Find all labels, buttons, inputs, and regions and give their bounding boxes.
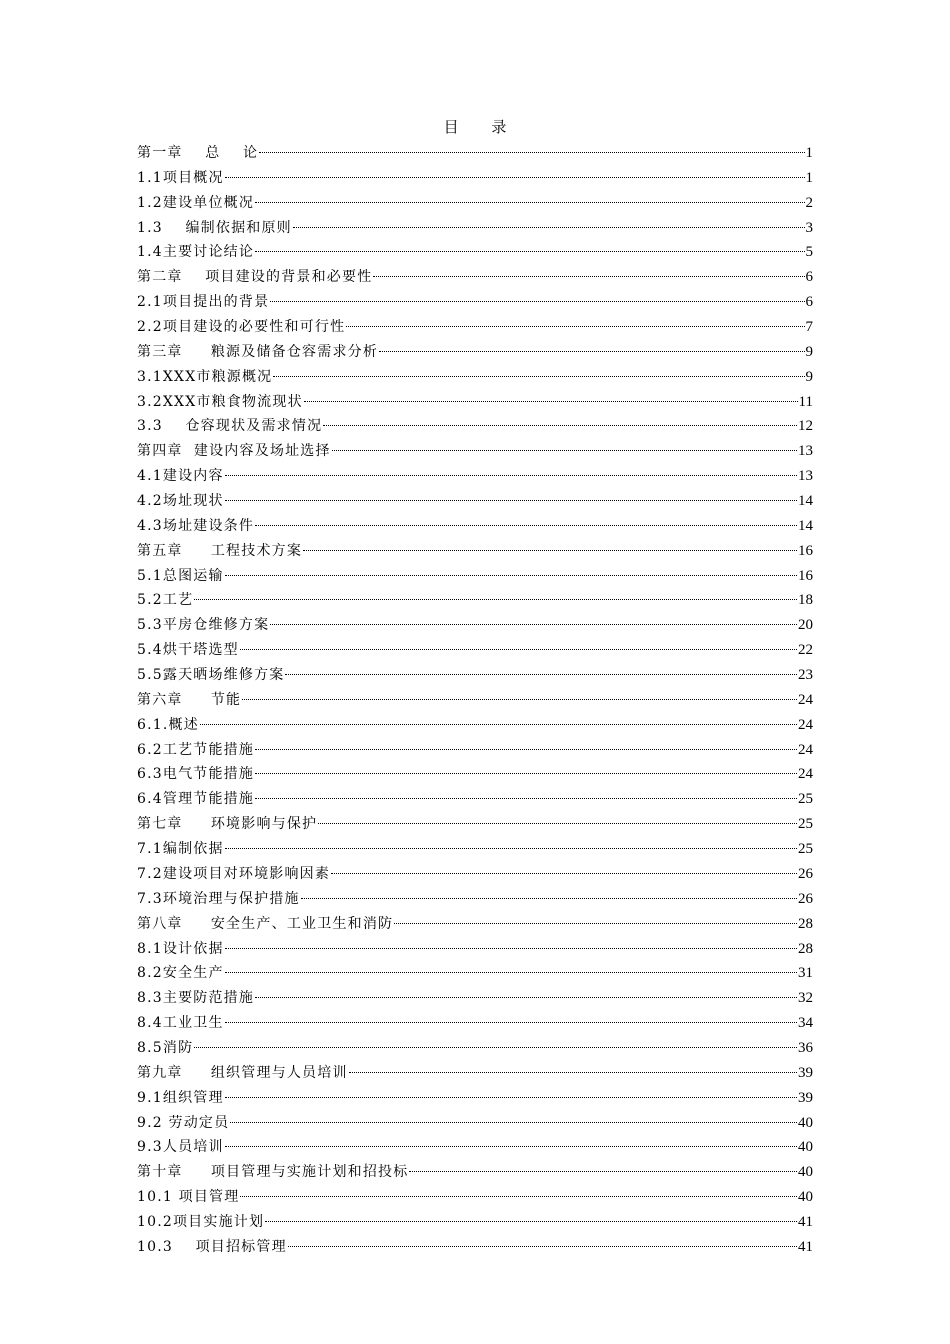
toc-entry-label: 1.4主要讨论结论 [137,244,255,261]
dot-leader [332,450,797,451]
dot-leader [225,575,797,576]
toc-entry-label: 6.3电气节能措施 [137,766,255,783]
toc-entry-page-number: 24 [798,766,813,783]
toc-entry[interactable] [137,191,813,216]
toc-entry[interactable] [137,961,813,986]
dot-leader [225,1146,797,1147]
toc-entry-label: 第三章 粮源及储备仓容需求分析 [137,343,379,360]
toc-entry[interactable] [137,539,813,564]
toc-entry-label: 4.1建设内容 [137,468,224,485]
toc-entry-page-number: 9 [805,368,813,385]
toc-entry[interactable] [137,937,813,962]
dot-leader [225,177,805,178]
toc-entry-label: 第五章 工程技术方案 [137,542,303,559]
toc-entry-page-number: 34 [798,1015,813,1032]
toc-entry[interactable] [137,365,813,390]
toc-entry-label: 第七章 环境影响与保护 [137,816,318,833]
toc-entry-label: 9.1组织管理 [137,1089,224,1106]
toc-entry[interactable] [137,390,813,415]
toc-entry-label: 9.3人员培训 [137,1139,224,1156]
dot-leader [303,550,797,551]
dot-leader [293,227,805,228]
dot-leader [304,401,798,402]
toc-entry-page-number: 14 [798,493,813,510]
toc-entry[interactable] [137,340,813,365]
toc-entry-page-number: 12 [798,418,813,435]
toc-entry[interactable] [137,762,813,787]
dot-leader [349,1072,797,1073]
dot-leader [270,301,804,302]
toc-entry-label: 第八章 安全生产、工业卫生和消防 [137,915,394,932]
dot-leader [240,649,797,650]
toc-entry-label: 第四章 建设内容及场址选择 [137,443,331,460]
dot-leader [255,251,804,252]
toc-entry-page-number: 40 [798,1114,813,1131]
dot-leader [194,1047,797,1048]
toc-entry-page-number: 11 [798,393,813,410]
dot-leader [240,1196,797,1197]
toc-entry[interactable] [137,713,813,738]
toc-entry[interactable] [137,887,813,912]
toc-entry-page-number: 13 [798,468,813,485]
toc-entry[interactable] [137,216,813,241]
toc-entry-page-number: 32 [798,990,813,1007]
toc-entry[interactable] [137,588,813,613]
dot-leader [373,276,804,277]
dot-leader [230,1122,797,1123]
toc-entry-page-number: 36 [798,1039,813,1056]
toc-entry[interactable] [137,1210,813,1235]
toc-entry[interactable] [137,1111,813,1136]
dot-leader [225,1097,797,1098]
toc-entry[interactable] [137,1185,813,1210]
toc-entry-label: 9.2 劳动定员 [137,1114,230,1131]
toc-entry-page-number: 2 [805,194,813,211]
toc-entry[interactable] [137,166,813,191]
toc-entry-label: 1.2建设单位概况 [137,194,255,211]
dot-leader [225,500,797,501]
dot-leader [288,1246,797,1247]
toc-entry-page-number: 1 [805,145,813,161]
toc-entry-label: 2.2项目建设的必要性和可行性 [137,319,346,336]
toc-entry-label: 8.1设计依据 [137,940,224,957]
toc-entry-label: 3.2XXX市粮食物流现状 [137,393,303,410]
toc-entry[interactable] [137,564,813,589]
toc-entry-page-number: 6 [805,269,813,286]
toc-entry[interactable] [137,489,813,514]
toc-entry-label: 2.1项目提出的背景 [137,294,270,311]
toc-entry[interactable] [137,1135,813,1160]
toc-entry-label: 6.1.概述 [137,716,199,733]
toc-entry-label: 10.2项目实施计划 [137,1213,265,1230]
dot-leader [255,798,797,799]
dot-leader [318,823,797,824]
toc-entry-label: 10.3 项目招标管理 [137,1238,287,1255]
toc-entry-page-number: 41 [798,1213,813,1230]
toc-entry-page-number: 39 [798,1064,813,1081]
toc-entry-page-number: 41 [798,1238,813,1255]
toc-entry-label: 5.3平房仓维修方案 [137,617,270,634]
dot-leader [301,898,797,899]
toc-entry-label: 4.2场址现状 [137,493,224,510]
toc-entry-page-number: 20 [798,617,813,634]
toc-entry-label: 3.3 仓容现状及需求情况 [137,418,323,435]
toc-entry[interactable] [137,265,813,290]
dot-leader [255,997,797,998]
toc-entry-page-number: 14 [798,517,813,534]
toc-entry-label: 5.5露天晒场维修方案 [137,667,285,684]
toc-entry[interactable] [137,688,813,713]
toc-entry-page-number: 22 [798,642,813,659]
dot-leader [225,848,797,849]
toc-entry-page-number: 31 [798,965,813,982]
toc-entry-page-number: 16 [798,567,813,584]
toc-entry-page-number: 40 [798,1139,813,1156]
toc-entry-label: 第一章 总 论 [137,145,259,161]
toc-entry-page-number: 25 [798,816,813,833]
toc-entry-label: 第六章 节能 [137,691,242,708]
dot-leader [259,152,804,153]
toc-entry[interactable] [137,141,813,166]
toc-entry[interactable] [137,315,813,340]
dot-leader [409,1171,797,1172]
dot-leader [255,202,804,203]
toc-entry[interactable] [137,738,813,763]
toc-entry-page-number: 28 [798,915,813,932]
dot-leader [265,1221,797,1222]
toc-entry[interactable] [137,613,813,638]
toc-entry-page-number: 40 [798,1189,813,1206]
toc-entry-page-number: 7 [805,319,813,336]
toc-entry-label: 5.1总图运输 [137,567,224,584]
toc-entry-page-number: 39 [798,1089,813,1106]
dot-leader [379,351,804,352]
toc-entry-page-number: 23 [798,667,813,684]
dot-leader [323,425,797,426]
toc-entry[interactable] [137,812,813,837]
toc-entry-label: 3.1XXX市粮源概况 [137,368,273,385]
toc-entry-label: 8.5消防 [137,1039,194,1056]
toc-entry-label: 第九章 组织管理与人员培训 [137,1064,348,1081]
toc-entry-page-number: 26 [798,890,813,907]
toc-entry-label: 8.2安全生产 [137,965,224,982]
toc-entry-page-number: 9 [805,343,813,360]
toc-entry-page-number: 13 [798,443,813,460]
toc-entry[interactable] [137,1160,813,1185]
dot-leader [255,773,797,774]
toc-entry-page-number: 40 [798,1164,813,1181]
toc-entry-page-number: 18 [798,592,813,609]
dot-leader [225,475,797,476]
toc-entry[interactable] [137,414,813,439]
toc-entry-label: 7.1编制依据 [137,841,224,858]
toc-entry[interactable] [137,240,813,265]
toc-entry[interactable] [137,514,813,539]
toc-entry-page-number: 24 [798,691,813,708]
toc-entry-page-number: 25 [798,841,813,858]
toc-entry-label: 8.3主要防范措施 [137,990,255,1007]
toc-entry-label: 7.2建设项目对环境影响因素 [137,865,331,882]
dot-leader [255,525,797,526]
dot-leader [270,624,797,625]
toc-entry-page-number: 5 [805,244,813,261]
toc-entry[interactable] [137,1061,813,1086]
dot-leader [285,674,797,675]
toc-entry-label: 5.2工艺 [137,592,194,609]
dot-leader [273,376,804,377]
dot-leader [242,699,797,700]
dot-leader [194,599,797,600]
toc-entry-page-number: 24 [798,741,813,758]
toc-entry[interactable] [137,787,813,812]
toc-entry-label: 1.3 编制依据和原则 [137,219,292,236]
toc-entry[interactable] [137,862,813,887]
toc-entry-label: 10.1 项目管理 [137,1189,240,1206]
toc-entry-page-number: 3 [805,219,813,236]
toc-entry[interactable] [137,1086,813,1111]
toc-entry-page-number: 16 [798,542,813,559]
toc-entry-page-number: 1 [805,169,813,186]
toc-entry-label: 7.3环境治理与保护措施 [137,890,300,907]
toc-entry[interactable] [137,290,813,315]
dot-leader [394,923,797,924]
dot-leader [200,724,797,725]
dot-leader [225,1022,797,1023]
toc-entry[interactable] [137,464,813,489]
toc-entry[interactable] [137,837,813,862]
dot-leader [255,749,797,750]
toc-entry-label: 1.1项目概况 [137,169,224,186]
toc-list [137,141,813,1260]
dot-leader [225,948,797,949]
toc-entry[interactable] [137,1011,813,1036]
toc-entry[interactable] [137,912,813,937]
toc-entry[interactable] [137,638,813,663]
toc-entry-page-number: 6 [805,294,813,311]
toc-entry[interactable] [137,1235,813,1260]
toc-entry-label: 4.3场址建设条件 [137,517,255,534]
toc-entry-page-number: 26 [798,865,813,882]
toc-entry[interactable] [137,663,813,688]
toc-entry[interactable] [137,439,813,464]
dot-leader [331,873,797,874]
toc-entry-page-number: 25 [798,791,813,808]
toc-entry-label: 8.4工业卫生 [137,1015,224,1032]
toc-entry-label: 5.4烘干塔选型 [137,642,239,659]
toc-entry-label: 6.2工艺节能措施 [137,741,255,758]
toc-entry[interactable] [137,1036,813,1061]
toc-entry-page-number: 24 [798,716,813,733]
toc-entry-label: 第十章 项目管理与实施计划和招投标 [137,1164,409,1181]
dot-leader [225,972,797,973]
toc-entry-label: 6.4管理节能措施 [137,791,255,808]
toc-entry[interactable] [137,986,813,1011]
toc-entry-label: 第二章 项目建设的背景和必要性 [137,269,373,286]
toc-entry-page-number: 28 [798,940,813,957]
dot-leader [346,326,804,327]
toc-title: 目 录 [443,118,521,136]
